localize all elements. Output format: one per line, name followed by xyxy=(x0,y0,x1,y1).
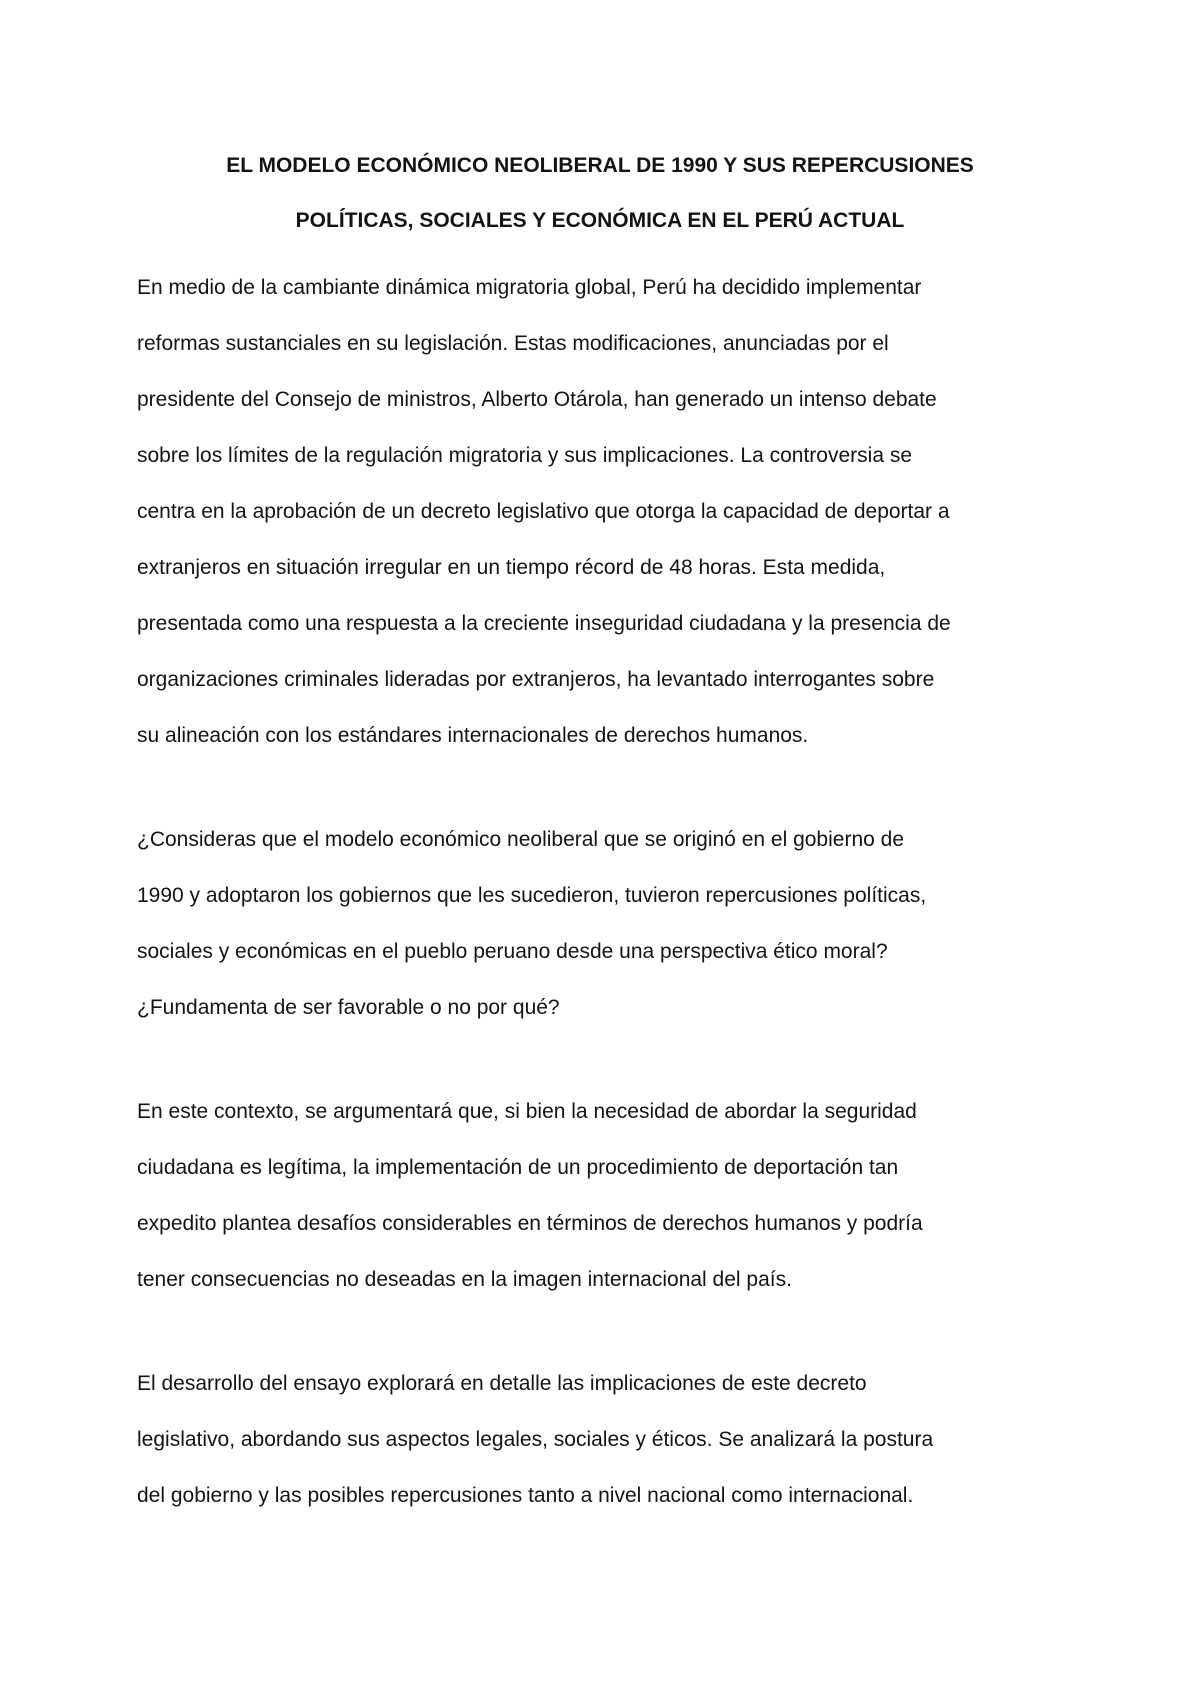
paragraph-line: tener consecuencias no deseadas en la imagen internacional del país. xyxy=(137,1268,792,1291)
paragraph-context xyxy=(137,1084,1097,1308)
paragraph-line: del gobierno y las posibles repercusiones tanto a nivel nacional como internacional. xyxy=(137,1484,914,1507)
paragraph-line: legislativo, abordando sus aspectos legales, sociales y éticos. Se analizará la postura xyxy=(137,1428,934,1451)
paragraph-line: reformas sustanciales en su legislación. Estas modificaciones, anunciadas por el xyxy=(137,332,889,355)
paragraph-line: ciudadana es legítima, la implementación de un procedimiento de deportación tan xyxy=(137,1156,899,1179)
paragraph-line: presidente del Consejo de ministros, Alberto Otárola, han generado un intenso debate xyxy=(137,388,937,411)
paragraph-line: En este contexto, se argumentará que, si bien la necesidad de abordar la seguridad xyxy=(137,1100,917,1123)
paragraph-line: expedito plantea desafíos considerables en términos de derechos humanos y podría xyxy=(137,1212,923,1235)
paragraph-line: ¿Fundamenta de ser favorable o no por qué? xyxy=(137,996,560,1019)
paragraph-line: extranjeros en situación irregular en un tiempo récord de 48 horas. Esta medida, xyxy=(137,556,886,579)
document-title-line-2: POLÍTICAS, SOCIALES Y ECONÓMICA EN EL PERÚ ACTUAL xyxy=(295,209,905,232)
paragraph-question xyxy=(137,812,1097,1036)
paragraph-line: 1990 y adoptaron los gobiernos que les sucedieron, tuvieron repercusiones políticas, xyxy=(137,884,927,907)
paragraph-line: centra en la aprobación de un decreto legislativo que otorga la capacidad de deportar a xyxy=(137,500,950,523)
paragraph-line: El desarrollo del ensayo explorará en detalle las implicaciones de este decreto xyxy=(137,1372,867,1395)
paragraph-line: sobre los límites de la regulación migratoria y sus implicaciones. La controversia se xyxy=(137,444,913,467)
paragraph-line: ¿Consideras que el modelo económico neoliberal que se originó en el gobierno de xyxy=(137,828,904,851)
paragraph-introduction xyxy=(137,260,1097,764)
document-title-line-1: EL MODELO ECONÓMICO NEOLIBERAL DE 1990 Y SUS REPERCUSIONES xyxy=(226,154,974,177)
paragraph-line: sociales y económicas en el pueblo peruano desde una perspectiva ético moral? xyxy=(137,940,888,963)
paragraph-line: En medio de la cambiante dinámica migratoria global, Perú ha decidido implementar xyxy=(137,276,922,299)
paragraph-line: presentada como una respuesta a la creciente inseguridad ciudadana y la presencia de xyxy=(137,612,951,635)
paragraph-line: su alineación con los estándares internacionales de derechos humanos. xyxy=(137,724,809,747)
paragraph-development xyxy=(137,1356,1097,1524)
paragraph-line: organizaciones criminales lideradas por extranjeros, ha levantado interrogantes sobre xyxy=(137,668,935,691)
